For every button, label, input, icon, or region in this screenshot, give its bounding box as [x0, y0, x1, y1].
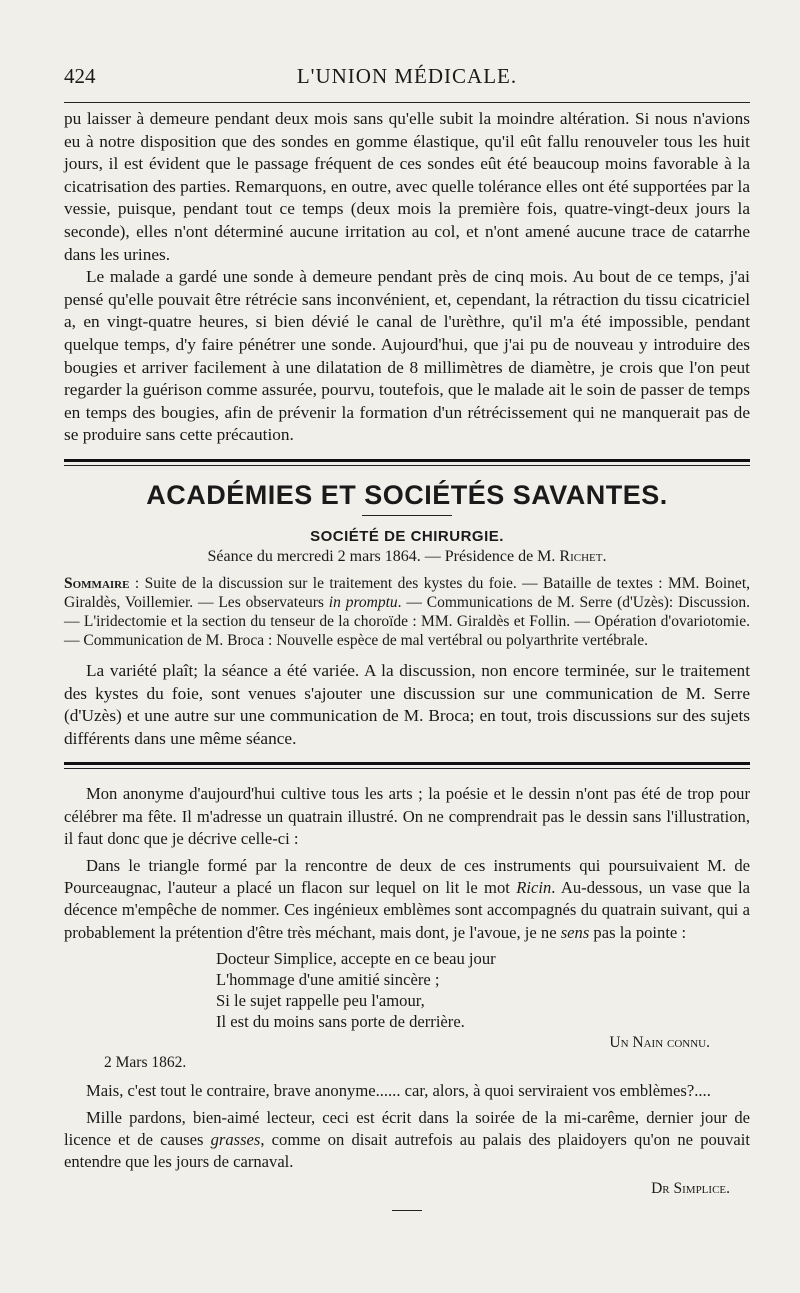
poem-signature: Un Nain connu.	[609, 1034, 710, 1052]
italic-span: grasses	[210, 1129, 261, 1149]
text-span: pas la pointe :	[589, 922, 687, 942]
society-name: SOCIÉTÉ DE CHIRURGIE.	[310, 527, 504, 545]
final-signature: Dr Simplice.	[651, 1179, 730, 1197]
feuilleton-paragraph	[64, 855, 750, 945]
article-continuation	[64, 108, 750, 447]
feuilleton	[64, 783, 750, 1210]
quatrain	[216, 948, 750, 1032]
section-divider	[64, 459, 750, 466]
text-span: Mille pardons, bien-aimé lecteur, ceci est écrit dans la soirée de la mi-carême, dernier jour de licence et de causes	[64, 1107, 750, 1149]
text-span: Dans le triangle formé par la rencontre de deux de ces instruments qui poursuivaient M. de Pourceaugnac, l'auteur a placé un flacon sur lequel on lit le mot	[64, 855, 750, 897]
summary-italic: in promptu	[328, 593, 398, 611]
page-header	[64, 62, 750, 96]
poem-line: Docteur Simplice, accepte en ce beau jour	[216, 949, 496, 969]
summary	[64, 574, 750, 650]
poem-line: L'hommage d'une amitié sincère ;	[216, 970, 440, 990]
text-span: . Au-dessous, un vase que la décence m'empêche de nommer. Ces ingénieux emblèmes sont accompagnés du quatrain suivant, qui a probablement la prétention d'être très méchant, mais dont, je l'avoue, je ne	[64, 877, 750, 942]
poem-line: Il est du moins sans porte de derrière.	[216, 1012, 465, 1032]
page	[64, 62, 750, 1211]
article-paragraph: Le malade a gardé une sonde à demeure pendant près de cinq mois. Au bout de ce temps, j'ai pensé qu'elle pouvait être rétrécie sans inconvénient, et, cependant, la rétraction du tissu cicatriciel a, en vingt-quatre heures, si bien dévié le canal de l'urèthre, qu'il m'a été impossible, pendant quelque temps, d'y faire pénétrer une sonde. Aujourd'hui, que j'ai pu de nouveau y introduire des bougies et arriver facilement à une dilatation de 8 millimètres de diamètre, je crois que l'on peut regarder la guérison comme assurée, pourvu, toutefois, que le malade ait le soin de passer de temps en temps des bougies, afin de prévenir la formation d'un rétrécissement qui ne manquerait pas de se produire sans cette précaution.	[64, 267, 750, 445]
summary-label: Sommaire	[64, 574, 130, 592]
session-text: Séance du mercredi 2 mars 1864. — Présidence de M.	[207, 547, 556, 565]
letter-date: 2 Mars 1862.	[104, 1054, 187, 1072]
feuilleton-paragraph: Mais, c'est tout le contraire, brave anonyme...... car, alors, à quoi serviraient vos emblèmes?....	[86, 1081, 711, 1101]
feuilleton-divider	[64, 762, 750, 769]
page-number: 424	[64, 64, 96, 88]
session-intro: La variété plaît; la séance a été variée. A la discussion, non encore terminée, sur le traitement des kystes du foie, sont venues s'ajouter une discussion sur une communication de M. Serre (d'Uzès) et une autre sur une communication de M. Broca; en tout, trois discussions sur des sujets différents dans une même séance.	[64, 660, 750, 748]
italic-span: Ricin	[516, 877, 552, 897]
section-title: ACADÉMIES ET SOCIÉTÉS SAVANTES.	[146, 479, 668, 510]
header-rule	[64, 102, 750, 103]
feuilleton-paragraph: Mon anonyme d'aujourd'hui cultive tous les arts ; la poésie et le dessin n'ont pas été de trop pour célébrer ma fête. Il m'adresse un quatrain illustré. On ne comprendrait pas le dessin sans l'illustration, il faut donc que je décrive celle-ci :	[64, 784, 750, 849]
feuilleton-paragraph	[64, 1107, 750, 1174]
title-underline	[362, 515, 452, 516]
summary-text-2: . — Communications de M. Serre (d'Uzès): Discussion. — L'iridectomie et la section du tenseur de la choroïde : MM. Giraldès et Follin. — Opération d'ovariotomie. — Communication de M. Broca : Nouvelle espèce de mal vertébral ou polyarthrite vertébrale.	[64, 593, 750, 649]
session-line	[64, 548, 750, 566]
article-paragraph: pu laisser à demeure pendant deux mois sans qu'elle subit la moindre altération. Si nous n'avions eu à notre disposition que des sondes en gomme élastique, qu'il eût fallu renouveler tous les huit jours, il est évident que le passage fréquent de ces sondes eût été beaucoup moins favorable à la cicatrisation des parties. Remarquons, en outre, avec quelle tolérance elles ont été supportées par la vessie, puisque, pendant tout ce temps (deux mois la première fois, quatre-vingt-deux jours la seconde), elles n'ont déterminé aucune irritation au col, et n'ont amené aucune trace de catarrhe dans les urines.	[64, 109, 750, 264]
summary-text: : Suite de la discussion sur le traitement des kystes du foie. — Bataille de textes : MM. Boinet, Giraldès, Voillemier. — Les observateurs	[64, 574, 750, 611]
president-name: Richet.	[559, 547, 607, 565]
end-mark	[392, 1210, 422, 1211]
text-span: , comme on disait autrefois au palais des plaidoyers qu'on ne pouvait entendre que les jours de carnaval.	[64, 1129, 750, 1172]
journal-title: L'UNION MÉDICALE.	[296, 64, 518, 88]
poem-line: Si le sujet rappelle peu l'amour,	[216, 991, 425, 1011]
italic-span: sens	[560, 922, 590, 942]
